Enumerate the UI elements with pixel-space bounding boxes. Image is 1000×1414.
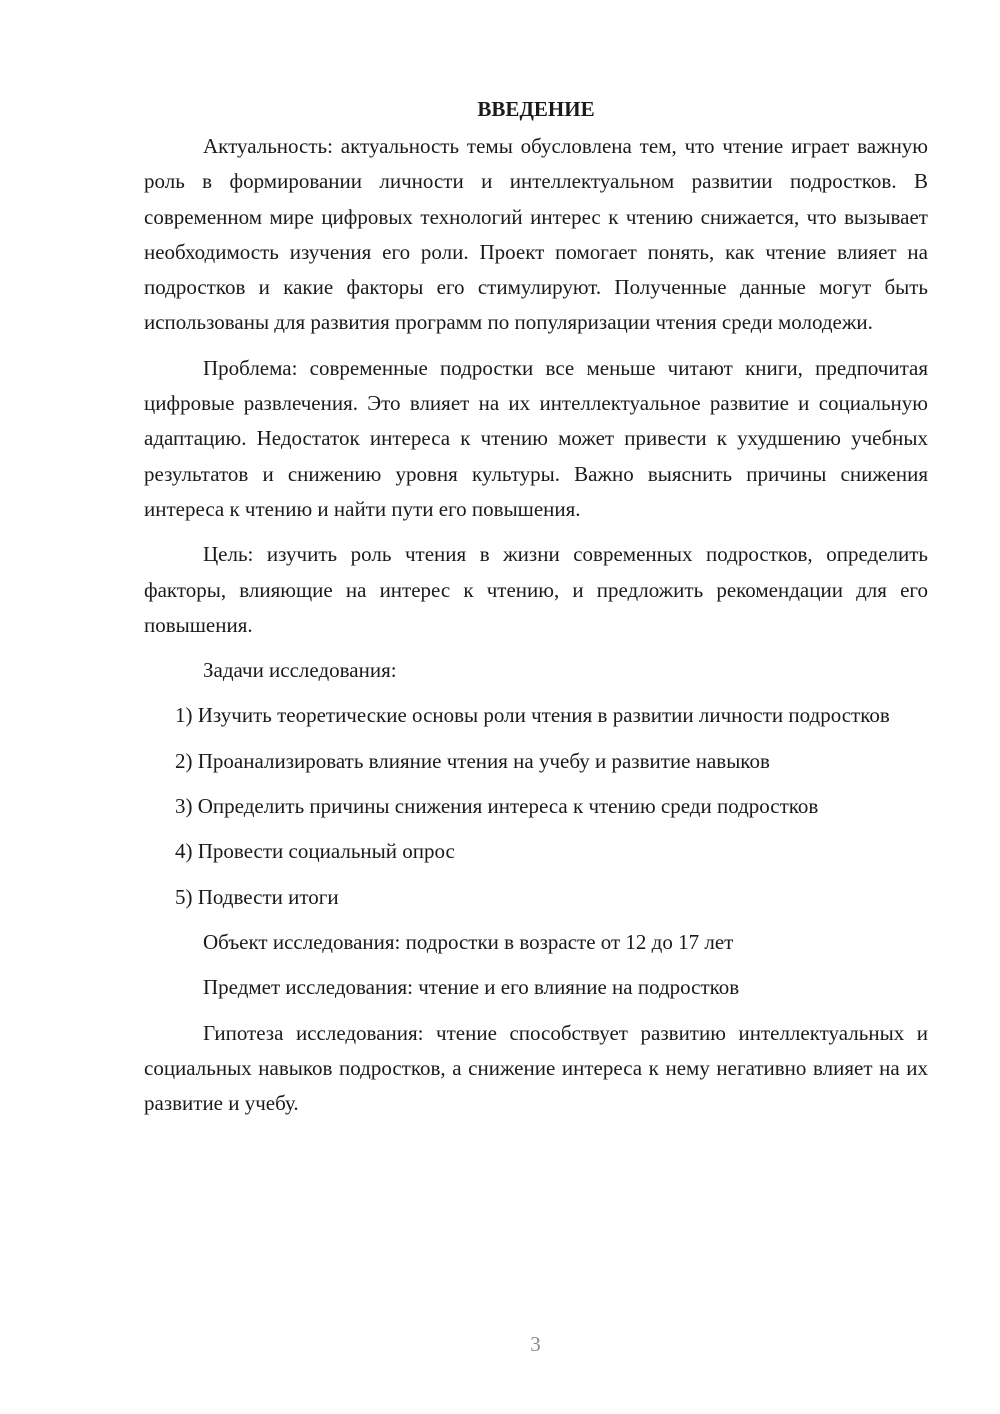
section-heading: ВВЕДЕНИЕ (477, 97, 595, 121)
relevance-paragraph: Актуальность: актуальность темы обусловлена тем, что чтение играет важную роль в формировании личности и интеллектуальном развитии подростков. В современном мире цифровых технологий интерес к чтению снижается, что вызывает необходимость изучения его роли. Проект помогает понять, как чтение влияет на подростков и какие факторы его стимулируют. Полученные данные могут быть использованы для развития программ по популяризации чтения среди молодежи. (144, 134, 928, 335)
task-item-5: 5) Подвести итоги (175, 884, 339, 909)
problem-paragraph: Проблема: современные подростки все меньше читают книги, предпочитая цифровые развлечения. Это влияет на их интеллектуальное развитие и социальную адаптацию. Недостаток интереса к чтению может привести к ухудшению учебных результатов и снижению уровня культуры. Важно выяснить причины снижения интереса к чтению и найти пути его повышения. (144, 355, 928, 521)
hypothesis-paragraph: Гипотеза исследования: чтение способствует развитию интеллектуальных и социальных навыков подростков, а снижение интереса к нему негативно влияет на их развитие и учебу. (144, 1020, 928, 1116)
task-item-1: 1) Изучить теоретические основы роли чтения в развитии личности подростков (175, 703, 890, 728)
task-item-3: 3) Определить причины снижения интереса к чтению среди подростков (175, 794, 819, 819)
page-body (144, 92, 928, 1121)
page-number: 3 (530, 1332, 541, 1356)
goal-paragraph: Цель: изучить роль чтения в жизни современных подростков, определить факторы, влияющие на интерес к чтению, и предложить рекомендации для его повышения. (144, 542, 928, 637)
task-item-4: 4) Провести социальный опрос (175, 839, 455, 864)
tasks-label: Задачи исследования: (203, 658, 397, 683)
object-paragraph: Объект исследования: подростки в возрасте от 12 до 17 лет (203, 929, 734, 954)
subject-paragraph: Предмет исследования: чтение и его влияние на подростков (203, 975, 740, 1000)
task-item-2: 2) Проанализировать влияние чтения на учебу и развитие навыков (175, 748, 770, 773)
